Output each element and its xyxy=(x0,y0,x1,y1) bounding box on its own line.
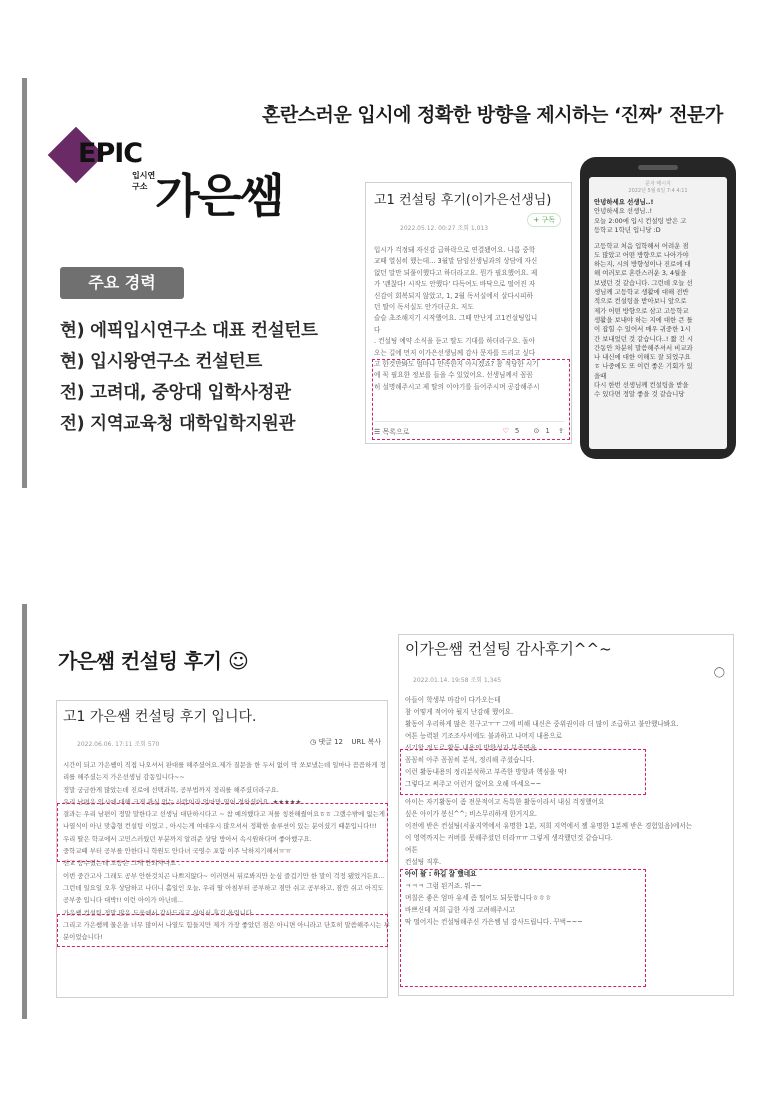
more-options-icon[interactable]: ◯ xyxy=(713,667,725,678)
text-line: 그리고 가은쌤께 물은을 너무 많이서 나열도 힘들지만 제가 가장 좋았던 점은 아니면 아니라고 단호히 말씀해주시는 부 xyxy=(63,920,390,929)
text-line: 이전에 받은 컨설팅(서울지역에서 유명한 1분, 저희 지역에서 젤 유명한 1분께 받은 경험있음)에서는 xyxy=(405,822,693,831)
text-line: 고등학교 처음 입학해서 어려운 점 xyxy=(594,241,689,250)
text-line: 나 내신에 대한 이해도 잘 되었구요 xyxy=(594,353,691,362)
url-copy-button[interactable]: URL 복사 xyxy=(351,738,381,746)
epic-logo xyxy=(50,132,160,192)
text-line: 던 딸이 독서실도 안가더군요. 저도 xyxy=(374,303,474,312)
text-line: 안녕하세요 선생님..! xyxy=(594,198,654,206)
text-line: 싶은 아이가 봉신^^; 비스무리하게 한거지요. xyxy=(405,810,538,819)
phone-mockup xyxy=(580,157,736,459)
text-line: 수 있다면 정말 좋을 것 같습니당 xyxy=(594,390,685,399)
comment-count-link[interactable] xyxy=(310,737,343,747)
text-line: 제가 어떤 방향으로 삼고 고등학교 xyxy=(594,306,689,315)
logo-sub: 입시연구소 xyxy=(132,171,156,191)
review-3-title: 이가은쌤 컨설팅 감사후기^^~ xyxy=(405,640,612,658)
text-line: 여튼 능력된 기조조사서에도 불과하고 나머지 내용으로 xyxy=(405,731,562,740)
text-line: 도 많았고 어떤 방향으로 나아가야 xyxy=(594,250,689,259)
text-line: 분이었습니다! xyxy=(63,933,103,942)
text-line: 아들이 학생부 마감이 다가오는데 xyxy=(405,696,501,704)
text-line: 전교 등수였는데 고등은 그게 안되자나요 . xyxy=(63,859,181,868)
comment-icon: ◷ xyxy=(309,738,319,746)
text-line: 등학교 1학년 입니당 :D xyxy=(594,225,661,234)
text-line: 바쁘신데 저희 급한 사정 고려해주시고 xyxy=(405,905,516,914)
text-line: 슬슬 초조해지기 시작했어요. 그때 만난게 고1컨설팅입니 xyxy=(374,314,538,323)
phone-date: 2022년 5월 6일 7:4 4:11 xyxy=(628,188,688,194)
text-line: 고 한것만봐도 엄마나 만족한지 아시겠죠? 참 적당한 시기 xyxy=(374,360,539,369)
text-line: . 컨설팅 예약 소식을 듣고 딸도 기대를 하더라구요. 돌아 xyxy=(374,337,536,346)
highlight-box xyxy=(400,869,646,987)
logo-brand: EPIC xyxy=(78,138,143,169)
text-line: 이번 중간고사 그래도 공부 안한것치곤 나쁘지않다~ 이러면서 뒤로봐지만 눈심 즐겁기만 한 말이 걱정 됐었거든요... xyxy=(63,871,385,880)
text-line: 에 꼭 필요한 정보를 들을 수 있었어요. 선생님께서 꼼꼼 xyxy=(374,371,533,380)
career-item: 전) 지역교육청 대학입학지원관 xyxy=(60,414,296,434)
text-line: 히 설명해주시고 제 딸의 이야기를 들어주시며 공감해주시 xyxy=(374,382,540,391)
comment-icon: ⊙ xyxy=(533,427,540,435)
phone-sender: 문자 메시지 xyxy=(645,181,671,187)
text-line: 그렇다고 써주고 이런거 없어요 오해 마세요~~ xyxy=(405,779,542,788)
text-line: 아이 왈 : 하길 잘 했네요 xyxy=(405,869,477,878)
text-line: 입시가 걱정돼 자신감 급하락으로 연결됐어요. 나름 중학 xyxy=(374,246,536,254)
text-line: 을때 xyxy=(594,371,607,380)
highlight-box xyxy=(57,803,388,862)
text-line: 다시 한번 선생님께 컨설팅을 받을 xyxy=(594,381,689,390)
career-item: 현) 에픽입시연구소 대표 컨설턴트 xyxy=(60,321,318,341)
career-list xyxy=(60,316,318,440)
review-3-meta: 2022.01.14. 19:58 조회 1,345 xyxy=(413,677,502,684)
text-line: 시간이 되고 가은쌤이 직접 나오셔서 판대를 해주셨어요.제가 질문을 한 두서 없이 막 쏘보냈는데 일마나 꼼꼼하게 정 xyxy=(63,761,386,769)
text-line: 꼼꼼히 아주 꼼꼼히 분석, 정리해 주셨습니다. xyxy=(405,755,535,764)
highlight-box xyxy=(57,914,388,947)
text-line: 중학교때 부터 공부를 안한다니 학원도 안다녀 국영수 포함 이주 낙하지기해서ㅠㅠ xyxy=(63,847,292,856)
text-line: 우리 딸은 학교에서 고민스러웠던 부분까지 알려준 상담 방아서 속시원하다며 좋아했구요. xyxy=(63,834,312,843)
review-1-title: 고1 컨설팅 후기(이가은선생님) xyxy=(374,193,552,208)
text-line: 간 보내었던 것 같습니다..! 짧 긴 시 xyxy=(594,334,694,343)
text-line: 참 어떻게 적어야 될지 난감해 했어요. xyxy=(405,707,514,716)
section-divider-bar-top xyxy=(22,78,27,488)
heart-icon: ♡ xyxy=(502,427,509,435)
review-2-meta: 2022.06.06. 17:11 조회 570 xyxy=(77,741,160,748)
text-line: 가은쌤 컨설팅 정말 많은 도움에서 감사드리고 싶어서 후기 올립니다. xyxy=(63,908,255,917)
review-2-title: 고1 가은쌤 컨설팅 후기 입니다. xyxy=(63,709,257,725)
text-line: 활동이 우리하게 많은 친구고ㅜㅜ 그에 비해 내신은 중위권이라 더 많이 조급하고 불안했나봐요. xyxy=(405,719,679,728)
comment-count: 1 xyxy=(545,427,550,435)
text-line: ㅋㅋㅋ 그럼 된거죠. 뭐~~ xyxy=(405,881,482,890)
follow-button[interactable]: + 구독 xyxy=(527,213,561,227)
text-line: 이런 활동내용의 정리분석하고 부족한 방향과 핵심을 딱! xyxy=(405,767,567,776)
text-line: 해 여러모로 혼란스러운 3, 4월을 xyxy=(594,269,687,278)
text-line: 다 xyxy=(374,325,381,334)
consultant-name: 가은쌤 xyxy=(155,169,283,223)
text-line: 생활을 보내야 하는 지에 대한 큰 틀 xyxy=(594,315,693,324)
text-line: 보냈던 것 같습니다. 그런데 오늘 선 xyxy=(594,278,693,287)
text-line: 오늘 2:00에 입시 컨설팅 받은 고 xyxy=(594,216,687,225)
text-line: 신감이 회복되지 않았고, 1, 2월 독서실에서 살다시피하 xyxy=(374,291,533,300)
phone-screen xyxy=(589,177,727,449)
text-line: 컨설팅 직후. xyxy=(405,857,442,866)
phone-message xyxy=(589,195,727,403)
text-line: 이 잡힐 수 있어서 매우 귀중한 1시 xyxy=(594,325,691,334)
text-line: 우리 남편은 입시에 대해 크게 관심 없는 사람이라 얼마만 열어 경하셨어요. ★★★★★ xyxy=(63,797,302,806)
text-line: 아이는 자기활동이 좀 전문적이고 독특한 활동이라서 내심 걱정했어요 xyxy=(405,798,605,807)
text-line: 간동안 차분히 말씀해주셔서 비교과 xyxy=(594,343,693,352)
headline: 혼란스러운 입시에 정확한 방향을 제시하는 ‘진짜’ 전문가 xyxy=(262,104,723,126)
review-2-comments: 댓글 12 xyxy=(318,738,343,746)
section-divider-bar-bottom xyxy=(22,604,27,1019)
text-line: 적으로 컨설팅을 받아보니 앞으로 xyxy=(594,297,687,306)
highlight-box xyxy=(372,359,570,440)
career-item: 전) 고려대, 중앙대 입학사정관 xyxy=(60,383,291,403)
career-badge: 주요 경력 xyxy=(60,267,184,299)
text-line: 신기할 정도로 활동 내용의 방향성과 부족면을 xyxy=(405,743,537,752)
text-line: 오는 길에 먼저 이가은선생님께 감사 문자를 드리고 싶다 xyxy=(374,348,536,357)
back-to-list-link[interactable]: ☰ 목록으로 xyxy=(374,428,410,436)
text-line: 생님께 고등학교 생활에 대해 전반 xyxy=(594,288,689,297)
career-item: 현) 입시왕연구소 컨설턴트 xyxy=(60,352,262,372)
back-to-list-label: 목록으로 xyxy=(382,428,410,436)
text-line: 딱 떨어지는 컨설팅해주신 가은쌤 넘 감사드립니다. 꾸벅~~~ xyxy=(405,917,583,926)
text-line: 공부중 입니다 대박!! 이런 아이가 아닌데... xyxy=(63,896,184,905)
like-count: 5 xyxy=(514,427,520,435)
text-line: 여튼 xyxy=(405,846,418,855)
share-icon[interactable]: ⇪ xyxy=(558,427,564,435)
text-line: ㅎ 나중에도 또 이런 좋은 기회가 있 xyxy=(594,362,693,371)
text-line: 가 '괜찮다! 시작도 안했다' 다독여도 바닥으로 떨어진 자 xyxy=(374,280,536,289)
text-line: 안녕하세요 선생님..! xyxy=(594,207,653,216)
phone-header xyxy=(589,177,727,195)
text-line: 이 영역까지는 커버를 못해주셨던 터라ㅠㅠ 그렇게 생각했던것 같습니다. xyxy=(405,834,613,843)
text-line: 하는지, 시의 방향성이나 진로에 대 xyxy=(594,260,691,269)
text-line: 정말 궁금한게 많았는데 진로에 선택과목, 공부법까지 정리를 해주셨더라구요. xyxy=(63,785,279,794)
review-section-title: 가은쌤 컨설팅 후기 ☺ xyxy=(58,649,249,673)
text-line: 리를 해주셨는지 가은선생님 감동입니다~~ xyxy=(63,773,185,782)
text-line: 없던 말만 되풀이했다고 하더라고요. 뭔가 필요했어요. 제 xyxy=(374,268,538,277)
text-line: 나열식이 아닌 맞춤형 컨설팅 이었고 , 아시는게 여대우시 많으셔서 정확한 솔루션이 있는 분이셨기 때문입니다!!! xyxy=(63,822,377,831)
text-line: 결과는 우리 남편이 정말 말한다고 선생님 대단하시다고 ~ 참 예의했다고 저를 칭찬해줬어요ㅎㅎ 그랬수밖에 없는게 xyxy=(63,810,385,819)
text-line: 그런데 일요일 오후 상담하고 나더니 홀일인 오늘, 우리 딸 아침부터 공부하고 점만 쉬고 공부하고, 잠깐 쉬고 아직도 xyxy=(63,883,384,892)
phone-notch xyxy=(638,165,678,170)
highlight-box xyxy=(400,749,646,795)
review-1-meta: 2022.05.12. 00:27 조회 1,013 xyxy=(400,225,489,232)
text-line: 며칠은 좋은 엄마 유세 좀 떨어도 되듯합니다ㅎㅎㅎ xyxy=(405,893,552,902)
text-line: 교때 열심히 했는데... 3월말 담임선생님과의 상담에 자신 xyxy=(374,257,538,266)
